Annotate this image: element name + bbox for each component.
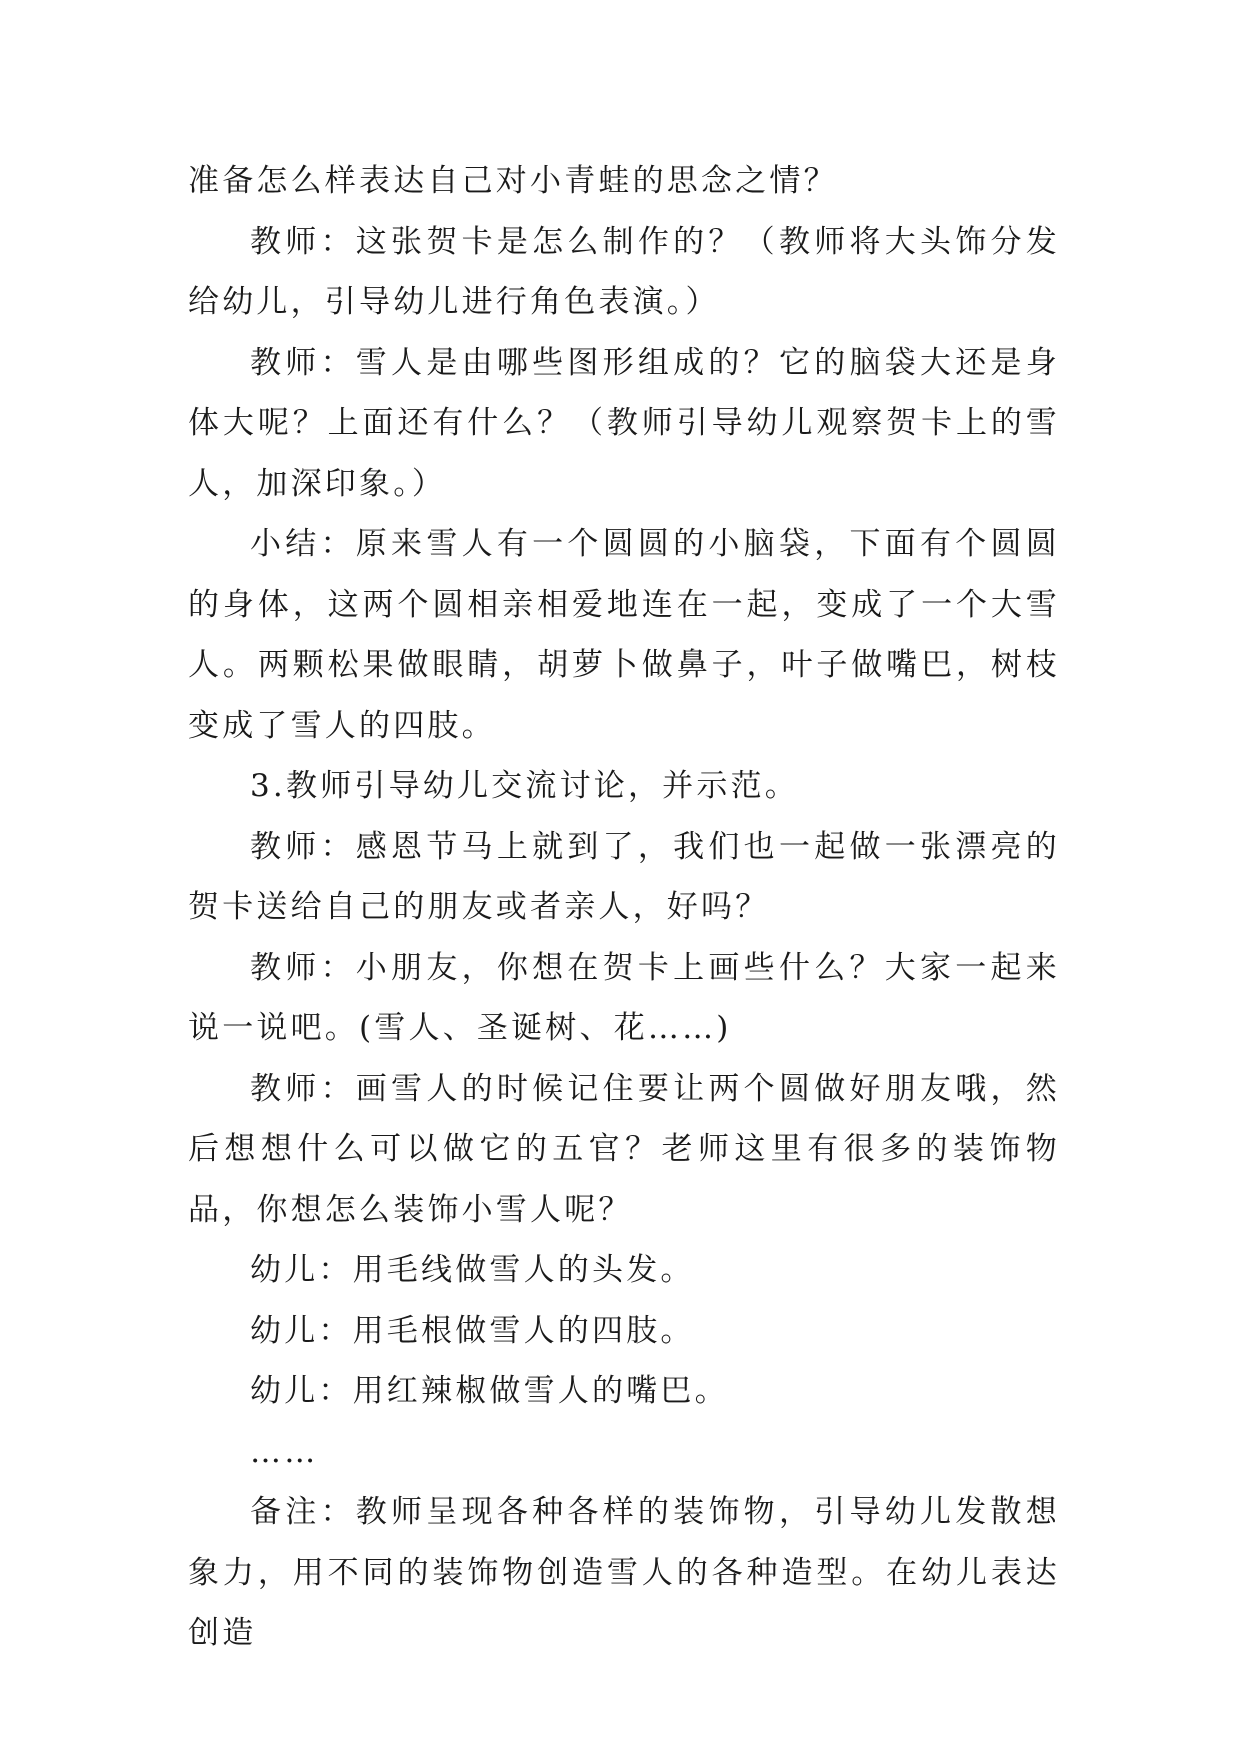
paragraph: 教师：这张贺卡是怎么制作的？（教师将大头饰分发给幼儿，引导幼儿进行角色表演。） xyxy=(188,223,1060,320)
paragraph: …… xyxy=(250,1433,319,1470)
paragraph: 准备怎么样表达自己对小青蛙的思念之情？ xyxy=(188,163,838,199)
paragraph: 备注：教师呈现各种各样的装饰物，引导幼儿发散想象力，用不同的装饰物创造雪人的各种造型。在幼儿表达创造 xyxy=(188,1494,1060,1651)
body-text xyxy=(188,151,1060,1664)
paragraph: 教师：感恩节马上就到了，我们也一起做一张漂亮的贺卡送给自己的朋友或者亲人，好吗？ xyxy=(188,828,1060,925)
paragraph: 教师：画雪人的时候记住要让两个圆做好朋友哦，然后想想什么可以做它的五官？老师这里有很多的装饰物品，你想怎么装饰小雪人呢？ xyxy=(188,1070,1060,1228)
paragraph: 幼儿：用红辣椒做雪人的嘴巴。 xyxy=(250,1373,729,1409)
paragraph: 幼儿：用毛根做雪人的四肢。 xyxy=(250,1312,695,1349)
paragraph: 小结：原来雪人有一个圆圆的小脑袋，下面有个圆圆的身体，这两个圆相亲相爱地连在一起，变成了一个大雪人。两颗松果做眼睛，胡萝卜做鼻子，叶子做嘴巴，树枝变成了雪人的四肢。 xyxy=(188,526,1060,744)
paragraph: 3.教师引导幼儿交流讨论，并示范。 xyxy=(250,768,799,804)
paragraph: 教师：小朋友，你想在贺卡上画些什么？大家一起来说一说吧。(雪人、圣诞树、花……) xyxy=(188,949,1060,1046)
paragraph: 幼儿：用毛线做雪人的头发。 xyxy=(250,1252,695,1288)
paragraph: 教师：雪人是由哪些图形组成的？它的脑袋大还是身体大呢？上面还有什么？（教师引导幼儿观察贺卡上的雪人，加深印象。） xyxy=(188,344,1060,502)
